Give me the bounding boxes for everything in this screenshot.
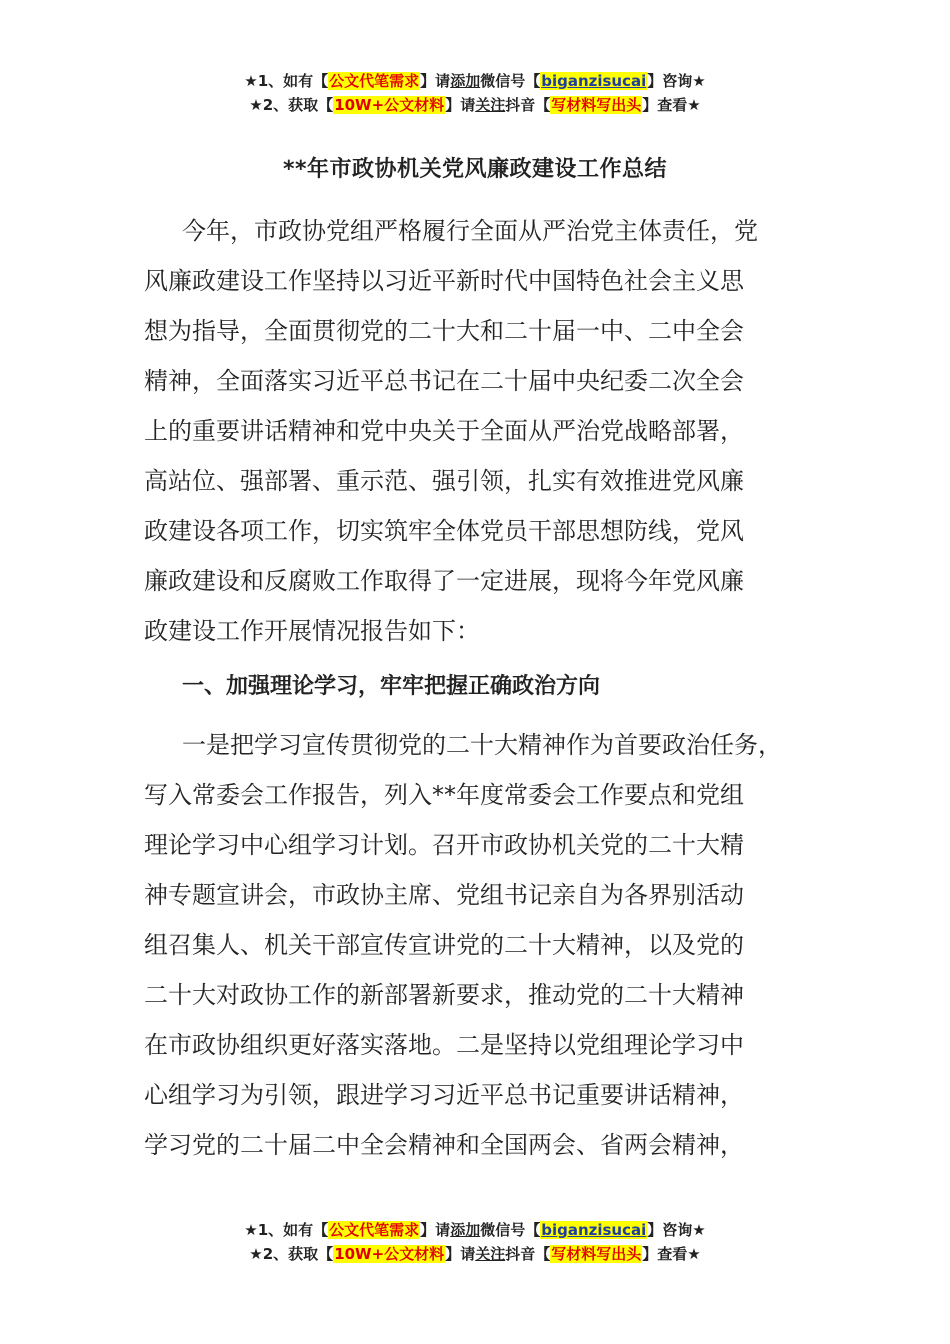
text-line: 想为指导，全面贯彻党的二十大和二十届一中、二中全会 — [144, 317, 744, 345]
text-line: 今年，市政协党组严格履行全面从严治党主体责任，党 — [182, 217, 758, 245]
text-line: 写入常委会工作报告，列入**年度常委会工作要点和党组 — [144, 781, 744, 809]
banner-text: 】请 — [420, 72, 451, 90]
banner-wechat-id[interactable]: biganzisucai — [541, 1221, 647, 1239]
banner-text: 】请 — [420, 1221, 451, 1239]
text-line: 精神，全面落实习近平总书记在二十届中央纪委二次全会 — [144, 367, 744, 395]
banner-text: 】查看★ — [642, 1245, 701, 1263]
banner-text: 】查看★ — [642, 96, 701, 114]
text-line: 神专题宣讲会，市政协主席、党组书记亲自为各界别活动 — [144, 881, 744, 909]
text-line: 组召集人、机关干部宣传宣讲党的二十大精神，以及党的 — [144, 931, 744, 959]
banner-line-2 — [0, 1242, 950, 1266]
text-line: 风廉政建设工作坚持以习近平新时代中国特色社会主义思 — [144, 267, 744, 295]
banner-line-2 — [0, 93, 950, 117]
text-line: 高站位、强部署、重示范、强引领，扎实有效推进党风廉 — [144, 467, 744, 495]
banner-line-1 — [0, 69, 950, 93]
banner-text: 】请 — [445, 96, 476, 114]
banner-text: ★2、获取【 — [249, 1245, 334, 1263]
banner-underline: 关注 — [475, 96, 506, 114]
text-line: 廉政建设和反腐败工作取得了一定进展，现将今年党风廉 — [144, 567, 744, 595]
banner-highlight: 10W+公文材料 — [334, 1245, 445, 1263]
top-banner — [0, 69, 950, 117]
section-heading-1: 一、加强理论学习，牢牢把握正确政治方向 — [182, 674, 601, 699]
paragraph-section-1 — [144, 720, 824, 1170]
banner-text: 】咨询★ — [647, 72, 706, 90]
banner-underline: 关注 — [475, 1245, 506, 1263]
banner-highlight: 公文代笔需求 — [329, 1221, 420, 1239]
text-line: 一是把学习宣传贯彻党的二十大精神作为首要政治任务， — [182, 731, 782, 759]
banner-highlight: 10W+公文材料 — [334, 96, 445, 114]
banner-text: 】咨询★ — [647, 1221, 706, 1239]
banner-highlight: 写材料写出头 — [551, 1245, 642, 1263]
banner-underline: 添加 — [450, 72, 481, 90]
banner-text: ★1、如有【 — [244, 72, 329, 90]
banner-text: ★2、获取【 — [249, 96, 334, 114]
banner-text: ★1、如有【 — [244, 1221, 329, 1239]
banner-text: 微信号【 — [480, 72, 541, 90]
text-line: 二十大对政协工作的新部署新要求，推动党的二十大精神 — [144, 981, 744, 1009]
text-line: 政建设各项工作，切实筑牢全体党员干部思想防线，党风 — [144, 517, 744, 545]
text-line: 心组学习为引领，跟进学习习近平总书记重要讲话精神， — [144, 1081, 744, 1109]
banner-text: 抖音【 — [505, 96, 551, 114]
banner-highlight: 公文代笔需求 — [329, 72, 420, 90]
text-line: 上的重要讲话精神和党中央关于全面从严治党战略部署， — [144, 417, 744, 445]
banner-text: 抖音【 — [505, 1245, 551, 1263]
text-line: 学习党的二十届二中全会精神和全国两会、省两会精神， — [144, 1131, 744, 1159]
text-line: 理论学习中心组学习计划。召开市政协机关党的二十大精 — [144, 831, 744, 859]
banner-highlight: 写材料写出头 — [551, 96, 642, 114]
banner-text: 微信号【 — [480, 1221, 541, 1239]
bottom-banner — [0, 1218, 950, 1266]
banner-line-1 — [0, 1218, 950, 1242]
document-title: **年市政协机关党风廉政建设工作总结 — [282, 157, 667, 182]
banner-wechat-id[interactable]: biganzisucai — [541, 72, 647, 90]
text-line: 政建设工作开展情况报告如下： — [144, 617, 480, 645]
banner-text: 】请 — [445, 1245, 476, 1263]
text-line: 在市政协组织更好落实落地。二是坚持以党组理论学习中 — [144, 1031, 744, 1059]
banner-underline: 添加 — [450, 1221, 481, 1239]
paragraph-intro — [144, 206, 824, 656]
